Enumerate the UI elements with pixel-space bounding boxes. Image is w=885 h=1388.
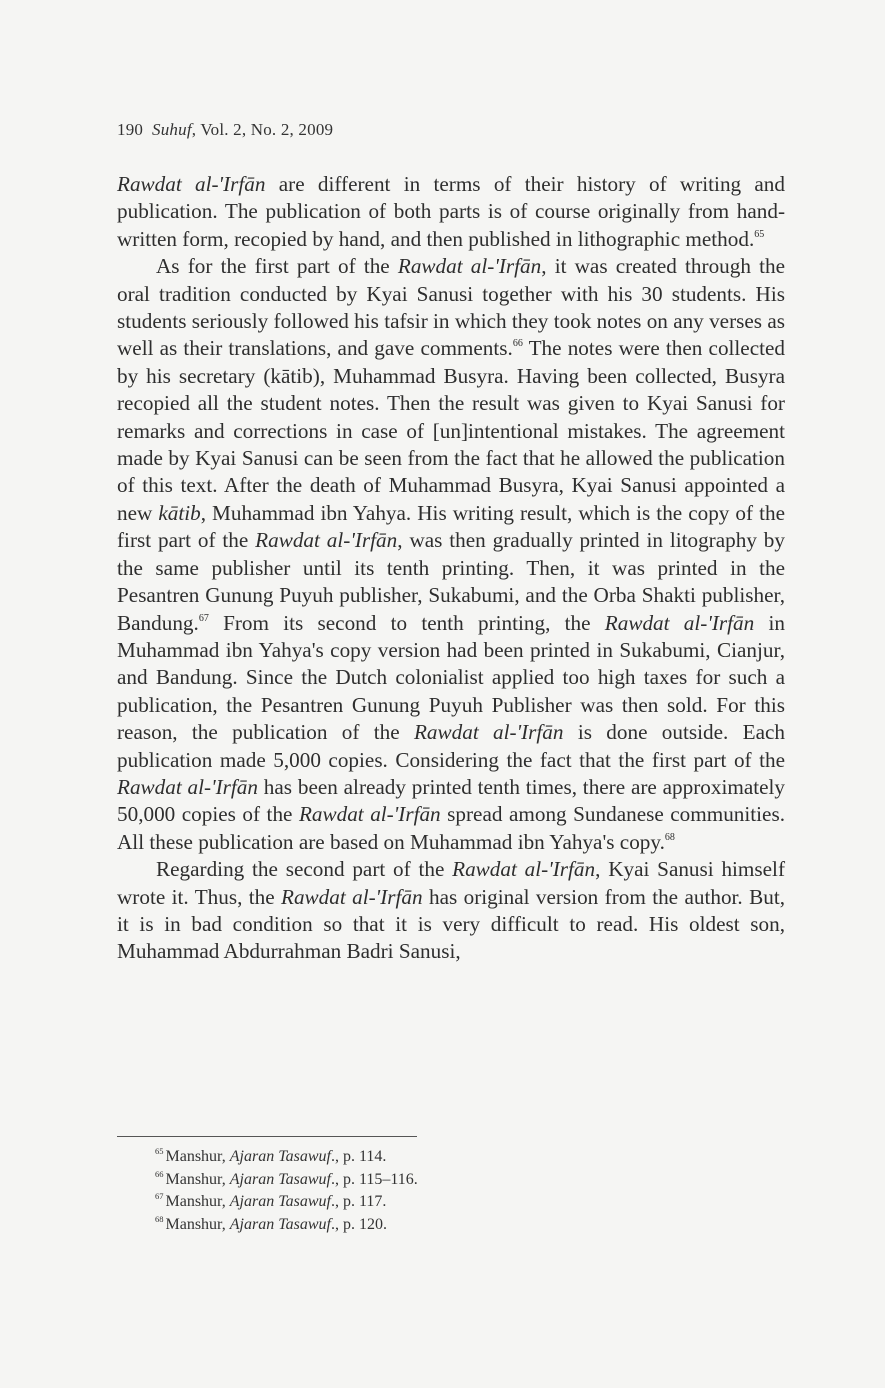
footnote-number: 68 <box>155 1213 164 1224</box>
text-run: is done outside. Each publication made 5,000 copies. Considering the fact that the first part of the <box>117 720 785 772</box>
text-run: , was then gradually printed in litography by the same publisher until its tenth printing. Then, it was printed in the Pesantren Gunung Puyuh publisher, Sukabumi, and the Orba Shakti publisher, Bandung. <box>117 528 785 635</box>
footnote-68 <box>155 1214 418 1237</box>
text-run: As for the first part of the <box>156 254 398 279</box>
text-run: has been already printed tenth times, there are approximately 50,000 copies of the <box>117 774 785 827</box>
text-run: are different in terms of their history of writing and publication. The publication of both parts is of course originally from hand-written form, recopied by hand, and then published in lithographic method. <box>117 172 785 251</box>
text-run: From its second to tenth printing, the <box>208 610 605 635</box>
footnote-author: Manshur, <box>165 1170 230 1188</box>
footnote-65 <box>155 1146 418 1169</box>
footnote-title: Ajaran Tasawuf <box>229 1215 331 1233</box>
footnote-ref: 66 <box>512 338 523 350</box>
footnote-author: Manshur, <box>165 1148 230 1165</box>
footnotes <box>155 1146 418 1236</box>
text-run: , Muhammad ibn Yahya. His writing result, which is the copy of the first part of the <box>117 500 785 553</box>
text-run: has original version from the author. But, it is in bad condition so that it is very difficult to read. His oldest son, Muhammad Abdurrahman Badri Sanusi, <box>117 884 786 964</box>
text-run: , it was created through the oral tradition conducted by Kyai Sanusi together with his 30 students. His students seriously followed his tafsir in which they took notes on any verses as well as their translations, and gave comments. <box>117 254 786 361</box>
footnote-title: Ajaran Tasawuf <box>229 1148 331 1165</box>
footnote-author: Manshur, <box>165 1215 230 1233</box>
text-run: The notes were then collected by his secretary (kātib), Muhammad Busyra. Having been collected, Busyra recopied all the student notes. Then the result was given to Kyai Sanusi for remarks and corrections in case of [un]intentional mistakes. The agreement made by Kyai Sanusi can be seen from the fact that he allowed the publication of this text. After the death of Muhammad Busyra, Kyai Sanusi appointed a new <box>117 336 786 525</box>
italic-text: Rawdat al-'Irfān <box>255 528 398 553</box>
italic-text: Rawdat al-'Irfān <box>281 884 423 909</box>
italic-text: Rawdat al-'Irfān <box>413 720 564 745</box>
footnote-number: 66 <box>155 1168 164 1179</box>
journal-title: Suhuf <box>152 120 192 139</box>
italic-text: Rawdat al-'Irfān <box>604 610 755 635</box>
running-head <box>117 120 333 140</box>
footnote-rule <box>117 1136 417 1137</box>
footnote-ref: 68 <box>664 831 675 843</box>
paragraph-1 <box>117 171 785 253</box>
italic-text: Rawdat al-'Irfān <box>397 254 542 279</box>
body-text <box>117 171 785 966</box>
footnote-page: ., p. 117. <box>330 1193 387 1210</box>
footnote-66 <box>155 1169 418 1192</box>
italic-text: Rawdat al-'Irfān <box>117 172 266 196</box>
footnote-page: ., p. 114. <box>330 1148 387 1165</box>
footnote-title: Ajaran Tasawuf <box>229 1170 331 1188</box>
italic-text: Rawdat al-'Irfān <box>452 857 596 882</box>
paragraph-2 <box>117 253 785 856</box>
text-run: , Kyai Sanusi himself wrote it. Thus, the <box>117 857 785 909</box>
volume-info: , Vol. 2, No. 2, 2009 <box>191 120 334 139</box>
footnote-title: Ajaran Tasawuf <box>229 1193 331 1210</box>
footnote-67 <box>155 1191 418 1214</box>
footnote-number: 67 <box>155 1191 164 1201</box>
footnote-ref: 67 <box>198 612 209 624</box>
footnote-number: 65 <box>155 1146 164 1156</box>
italic-text: Rawdat al-'Irfān <box>298 802 441 827</box>
footnote-author: Manshur, <box>165 1193 230 1210</box>
text-run: in Muhammad ibn Yahya's copy version had been printed in Sukabumi, Cianjur, and Bandung. Since the Dutch colonialist applied too high taxes for such a publication, the Pesantren Gunung Puyuh Publisher was then sold. For this reason, the publication of the <box>117 610 785 745</box>
footnote-page: ., p. 120. <box>330 1215 387 1233</box>
italic-text: kātib <box>158 500 201 525</box>
paragraph-3 <box>117 856 785 966</box>
footnote-ref: 65 <box>754 228 765 240</box>
text-run: Regarding the second part of the <box>156 857 453 882</box>
footnote-page: ., p. 115–116. <box>330 1170 418 1188</box>
text-run: spread among Sundanese communities. All these publication are based on Muhammad ibn Yahya's copy. <box>117 802 785 854</box>
page-number: 190 <box>117 120 144 139</box>
italic-text: Rawdat al-'Irfān <box>117 774 258 799</box>
